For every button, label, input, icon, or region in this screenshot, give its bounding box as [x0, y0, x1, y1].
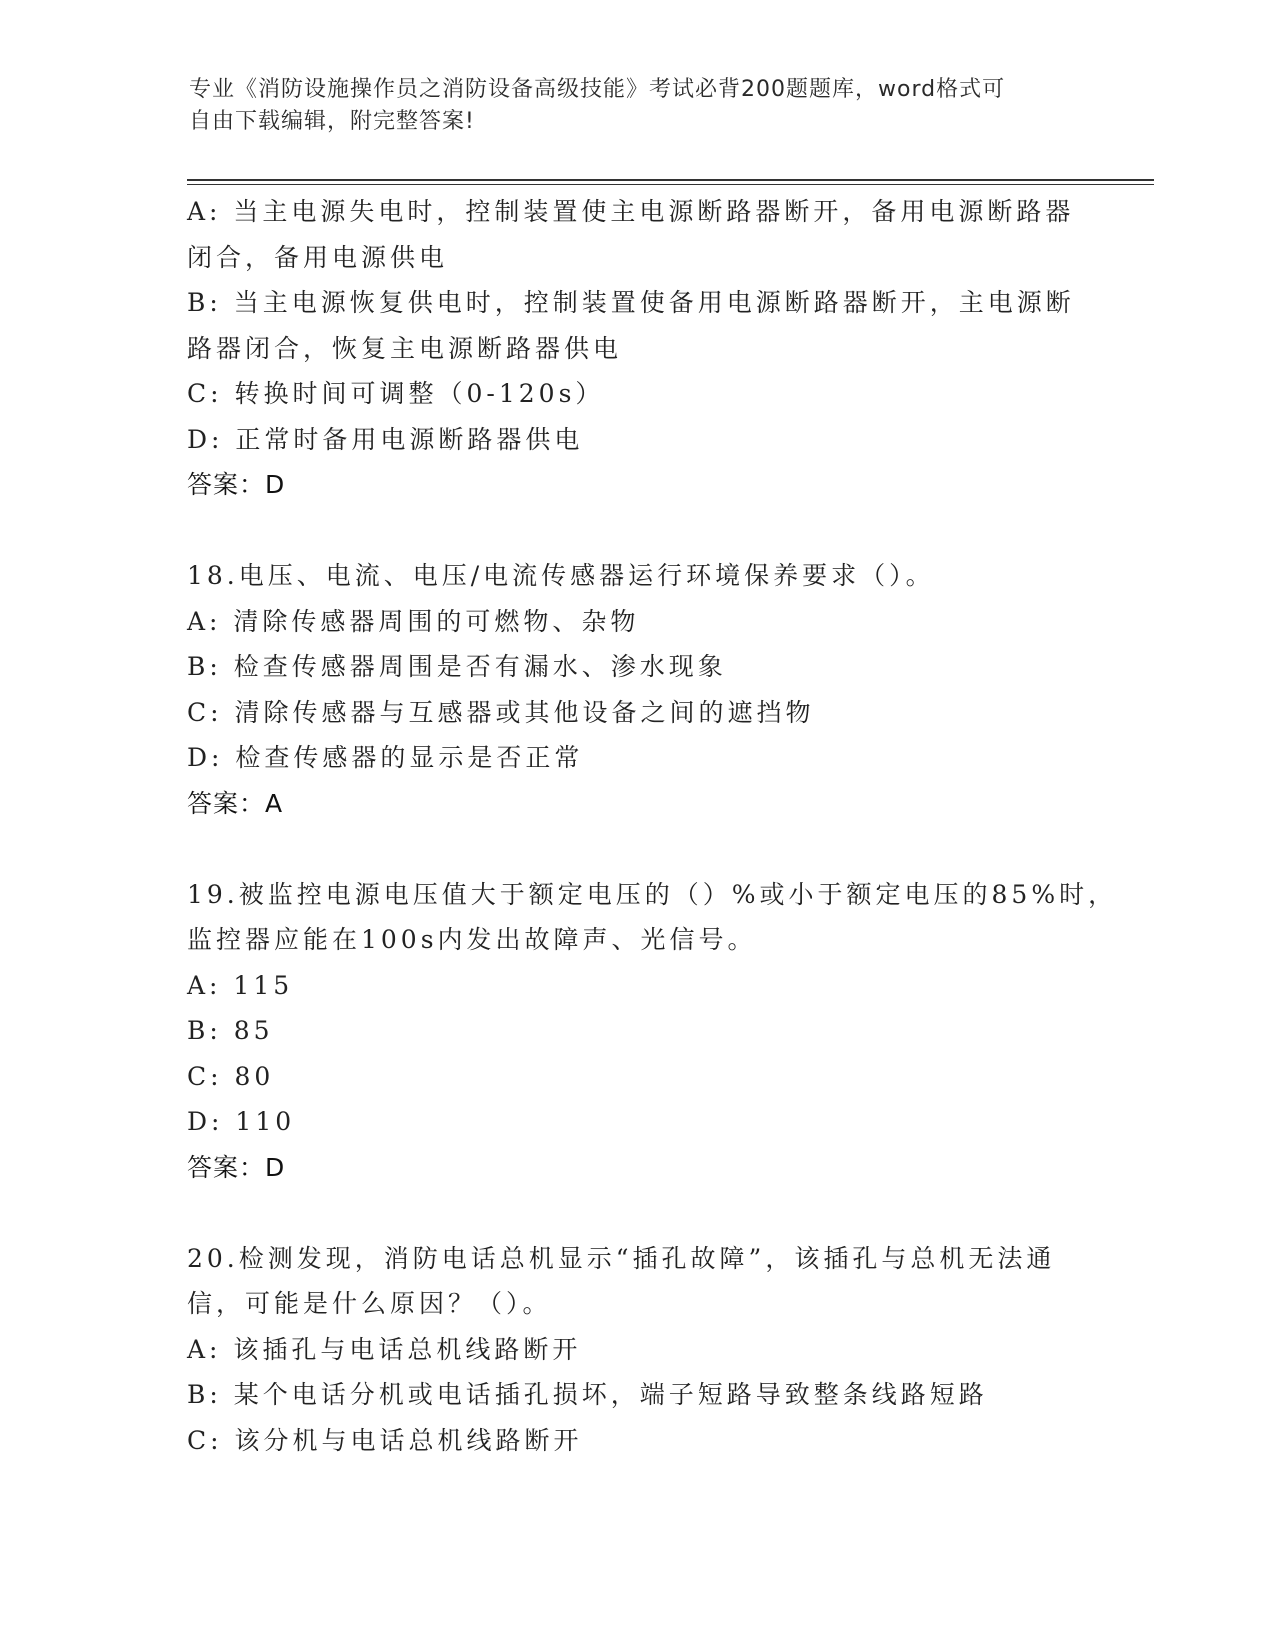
option-b: B: 85 — [187, 1016, 274, 1045]
question-text-line-2: 监控器应能在100s内发出故障声、光信号。 — [187, 925, 757, 954]
document-body — [187, 189, 1118, 1463]
answer: 答案：D — [187, 470, 286, 499]
option-d: D: 110 — [187, 1107, 296, 1136]
question-19 — [187, 872, 1118, 1191]
question-text-line-1: 20.检测发现，消防电话总机显示“插孔故障”，该插孔与总机无法通 — [187, 1243, 1056, 1273]
option-b-line-2: 路器闭合，恢复主电源断路器供电 — [187, 333, 623, 363]
header-line-2: 自由下载编辑，附完整答案! — [189, 109, 475, 134]
question-text-line-1: 19.被监控电源电压值大于额定电压的（）%或小于额定电压的85%时， — [187, 879, 1118, 909]
option-a: A: 清除传感器周围的可燃物、杂物 — [187, 606, 640, 636]
option-d: D: 正常时备用电源断路器供电 — [187, 424, 584, 454]
question-20 — [187, 1236, 1087, 1464]
option-c: C: 清除传感器与互感器或其他设备之间的遮挡物 — [187, 697, 815, 727]
option-b-line-1: B: 当主电源恢复供电时，控制装置使备用电源断路器断开，主电源断 — [187, 288, 1075, 317]
page-header — [189, 74, 1089, 138]
option-a-line-1: A: 当主电源失电时，控制装置使主电源断路器断开，备用电源断路器 — [187, 197, 1075, 226]
option-c: C: 该分机与电话总机线路断开 — [187, 1425, 583, 1455]
spacer — [187, 826, 1087, 872]
answer: 答案：A — [187, 788, 284, 818]
option-b: B: 检查传感器周围是否有漏水、渗水现象 — [187, 652, 727, 681]
spacer — [187, 508, 1087, 554]
option-a: A: 115 — [187, 970, 294, 1000]
header-divider-thick — [187, 179, 1154, 181]
question-18 — [187, 553, 1087, 826]
question-text: 18.电压、电流、电压/电流传感器运行环境保养要求（）。 — [187, 561, 935, 590]
option-b: B: 某个电话分机或电话插孔损坏，端子短路导致整条线路短路 — [187, 1380, 988, 1409]
option-c: C: 转换时间可调整（0-120s） — [187, 379, 605, 408]
question-text-line-2: 信，可能是什么原因？（）。 — [187, 1289, 552, 1318]
header-divider-thin — [187, 184, 1154, 185]
option-a: A: 该插孔与电话总机线路断开 — [187, 1334, 582, 1364]
option-a-line-2: 闭合，备用电源供电 — [187, 242, 449, 272]
option-d: D: 检查传感器的显示是否正常 — [187, 743, 584, 772]
question-17 — [187, 189, 1087, 508]
spacer — [187, 1190, 1087, 1236]
header-line-1: 专业《消防设施操作员之消防设备高级技能》考试必背200题题库，word格式可 — [189, 77, 1006, 102]
option-c: C: 80 — [187, 1061, 275, 1091]
answer: 答案：D — [187, 1152, 286, 1182]
